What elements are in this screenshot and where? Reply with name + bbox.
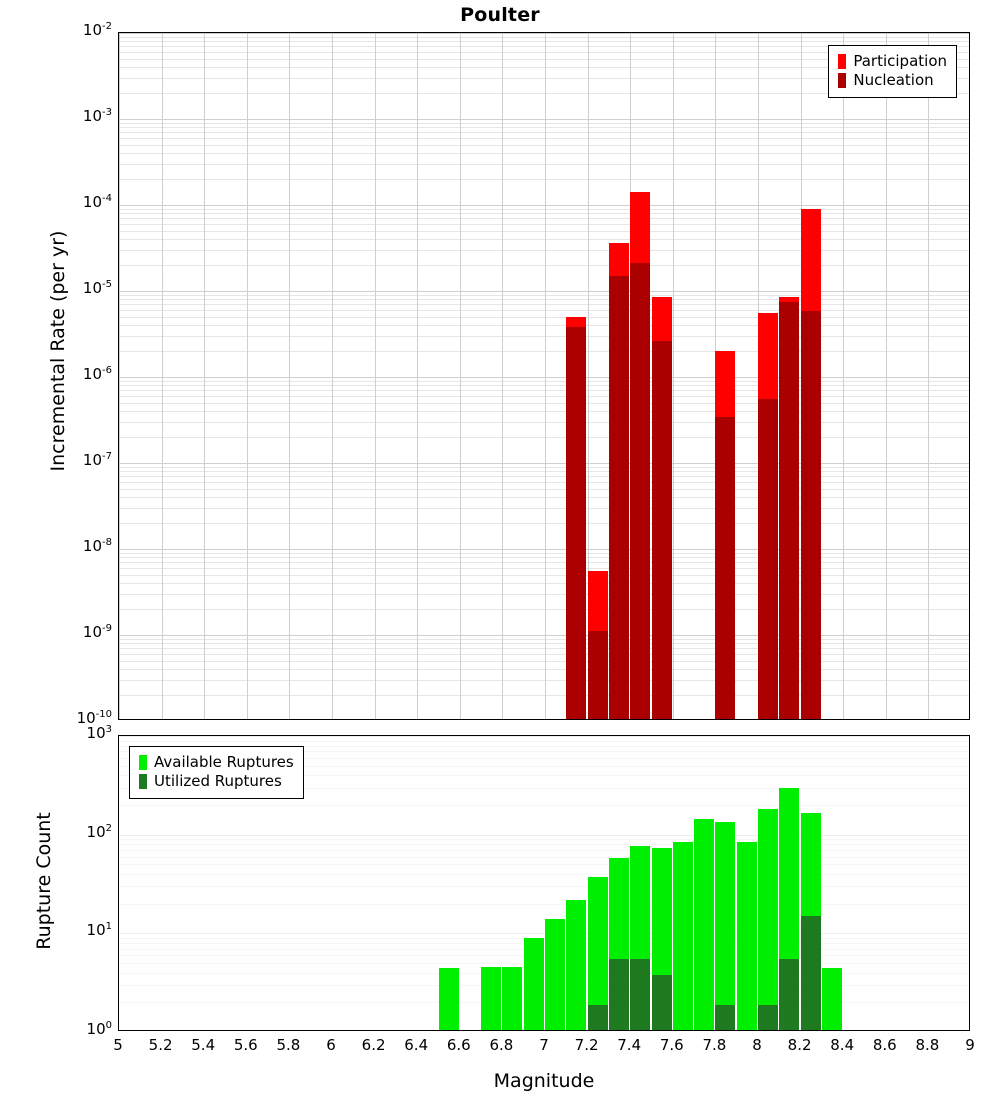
- bar-nucleation: [566, 327, 586, 720]
- legend-label: Utilized Ruptures: [154, 772, 282, 790]
- bar-utilized-ruptures: [715, 1005, 735, 1032]
- bar-utilized-ruptures: [652, 975, 672, 1031]
- y-tick-label: $10^{-2}$: [82, 21, 112, 39]
- x-tick-label: 6.8: [489, 1036, 514, 1054]
- bar-available-ruptures: [439, 968, 459, 1031]
- x-tick-label: 5.2: [148, 1036, 173, 1054]
- legend-swatch-icon: [838, 73, 846, 88]
- y-ticks-bottom: [0, 724, 112, 1038]
- legend-label: Available Ruptures: [154, 753, 294, 771]
- x-tick-label: 7.8: [702, 1036, 727, 1054]
- x-tick-label: 7.6: [659, 1036, 684, 1054]
- bars-top: [119, 33, 969, 719]
- x-tick-label: 6.6: [446, 1036, 471, 1054]
- x-tick-label: 8.8: [915, 1036, 940, 1054]
- legend-label: Participation: [853, 52, 947, 70]
- x-tick-label: 7.4: [617, 1036, 642, 1054]
- legend-swatch-icon: [139, 774, 147, 789]
- x-axis-label: Magnitude: [493, 1070, 595, 1092]
- x-tick-label: 5.4: [191, 1036, 216, 1054]
- bar-available-ruptures: [758, 809, 778, 1031]
- x-tick-label: 9: [965, 1036, 975, 1054]
- x-tick-label: 7: [539, 1036, 549, 1054]
- bar-available-ruptures: [545, 919, 565, 1031]
- bar-nucleation: [588, 631, 608, 720]
- legend-item: [838, 52, 947, 71]
- y-tick-label: $10^1$: [86, 921, 112, 940]
- bar-utilized-ruptures: [801, 916, 821, 1031]
- legend-bottom: [129, 746, 304, 799]
- y-tick-label: $10^{-9}$: [82, 623, 112, 641]
- x-tick-label: 6: [326, 1036, 336, 1054]
- bar-utilized-ruptures: [630, 959, 650, 1031]
- bar-nucleation: [652, 341, 672, 720]
- legend-item: [838, 71, 947, 90]
- page-title: Poulter: [460, 4, 540, 26]
- y-tick-label: $10^3$: [86, 724, 112, 742]
- y-tick-label: $10^0$: [86, 1020, 112, 1038]
- bar-nucleation: [630, 263, 650, 720]
- y-tick-label: $10^2$: [86, 822, 112, 841]
- x-tick-label: 5: [113, 1036, 123, 1054]
- x-tick-label: 8: [752, 1036, 762, 1054]
- bar-available-ruptures: [737, 842, 757, 1031]
- bar-nucleation: [758, 399, 778, 720]
- bar-nucleation: [801, 311, 821, 720]
- x-tick-label: 7.2: [574, 1036, 599, 1054]
- bar-utilized-ruptures: [609, 959, 629, 1031]
- legend-swatch-icon: [838, 54, 846, 69]
- bar-available-ruptures: [502, 967, 522, 1031]
- bar-available-ruptures: [524, 938, 544, 1031]
- bar-available-ruptures: [481, 967, 501, 1031]
- legend-swatch-icon: [139, 755, 147, 770]
- x-ticks: [113, 1036, 975, 1058]
- bar-available-ruptures: [566, 900, 586, 1031]
- bar-available-ruptures: [822, 968, 842, 1031]
- bar-nucleation: [779, 302, 799, 720]
- y-tick-label: $10^{-8}$: [82, 537, 112, 555]
- x-tick-label: 8.6: [872, 1036, 897, 1054]
- bar-available-ruptures: [673, 842, 693, 1031]
- y-axis-label-top: Incremental Rate (per yr): [47, 230, 69, 472]
- bar-utilized-ruptures: [779, 959, 799, 1031]
- bar-available-ruptures: [715, 822, 735, 1031]
- y-tick-label: $10^{-6}$: [82, 365, 112, 383]
- x-tick-label: 5.6: [233, 1036, 258, 1054]
- bar-nucleation: [609, 276, 629, 720]
- y-tick-label: $10^{-7}$: [82, 451, 112, 469]
- x-tick-label: 6.2: [361, 1036, 386, 1054]
- y-tick-label: $10^{-3}$: [82, 107, 112, 125]
- y-tick-label: $10^{-10}$: [76, 709, 112, 727]
- incremental-rate-plot: [118, 32, 970, 720]
- rupture-count-plot: [118, 735, 970, 1031]
- bar-nucleation: [715, 417, 735, 720]
- bar-utilized-ruptures: [758, 1005, 778, 1032]
- bar-utilized-ruptures: [588, 1005, 608, 1032]
- legend-item: [139, 772, 294, 791]
- y-axis-label-bottom: Rupture Count: [33, 812, 55, 950]
- y-tick-label: $10^{-4}$: [82, 193, 112, 211]
- legend-label: Nucleation: [853, 71, 934, 89]
- x-tick-label: 8.4: [830, 1036, 855, 1054]
- x-tick-label: 5.8: [276, 1036, 301, 1054]
- y-tick-label: $10^{-5}$: [82, 279, 112, 297]
- x-tick-label: 8.2: [787, 1036, 812, 1054]
- legend-item: [139, 753, 294, 772]
- legend-top: [828, 45, 957, 98]
- bar-available-ruptures: [694, 819, 714, 1031]
- x-tick-label: 6.4: [404, 1036, 429, 1054]
